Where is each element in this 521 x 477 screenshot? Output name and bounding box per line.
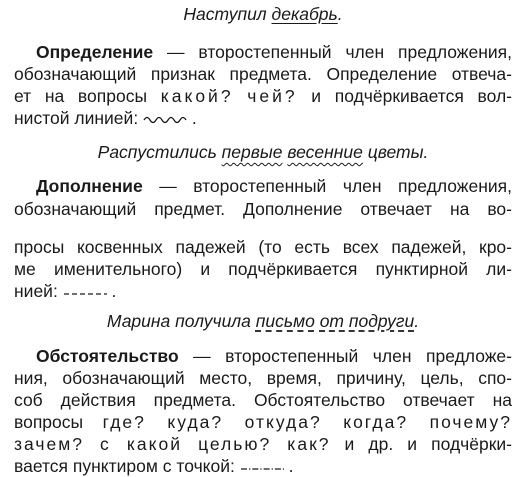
object-line-3 bbox=[14, 236, 512, 258]
object-line-5-a: нией: bbox=[14, 281, 63, 301]
definition-line-1-text: — второстепенный член предложения, bbox=[153, 42, 512, 62]
example-3-e: . bbox=[414, 311, 420, 331]
definition-question-2: чей? bbox=[247, 86, 298, 106]
definition-line-2 bbox=[14, 63, 512, 85]
wavy-line-sample bbox=[143, 113, 187, 125]
definition-line-2-text: обозначающий признак предмета. Определение отвеча- bbox=[14, 64, 512, 84]
definition-line-1 bbox=[36, 41, 512, 63]
object-line-3-text: просы косвенных падежей (то есть всех падежей, кро- bbox=[14, 237, 512, 257]
definition-line-3-a: ет на вопросы bbox=[14, 86, 161, 106]
adverbial-line-6-a: вается пунктиром с точкой: bbox=[14, 456, 240, 476]
adverbial-questions-1: где? куда? откуда? когда? почему? bbox=[102, 412, 512, 432]
adverbial-line-2-text: ния, обозначающий место, время, причину, цель, спо- bbox=[14, 368, 512, 388]
example-3-object-2: от подруги bbox=[319, 311, 415, 331]
dashed-line-sample bbox=[63, 286, 107, 298]
example-2-e: цветы. bbox=[362, 142, 429, 162]
definition-line-3-b: и подчёркивается вол- bbox=[297, 86, 512, 106]
adverbial-questions-2: зачем? с какой целью? как? bbox=[14, 434, 331, 454]
adverbial-line-6-b: . bbox=[288, 456, 294, 476]
object-line-4-text: ме именительного) и подчёркивается пунктирной ли- bbox=[14, 259, 512, 279]
definition-line-4-b: . bbox=[191, 108, 197, 128]
dash-dot-line-sample bbox=[240, 461, 284, 473]
example-1-part1: Наступил bbox=[183, 4, 272, 24]
example-sentence-1 bbox=[14, 3, 512, 25]
adverbial-line-4-a: вопросы bbox=[14, 412, 103, 432]
object-line-5 bbox=[14, 280, 512, 302]
adverbial-line-2 bbox=[14, 367, 512, 389]
adverbial-line-5-b: и др. и подчёрки- bbox=[330, 434, 512, 454]
example-2-attribute-2: весенние bbox=[287, 142, 363, 162]
adverbial-term: Обстоятельство bbox=[36, 346, 179, 366]
object-line-2 bbox=[14, 198, 512, 220]
object-line-2-text: обозначающий предмет. Дополнение отвечает на во- bbox=[14, 199, 512, 219]
adverbial-line-3-text: соб действия предмета. Обстоятельство отвечает на bbox=[14, 390, 512, 410]
adverbial-line-5 bbox=[14, 433, 512, 455]
object-line-5-b: . bbox=[111, 281, 117, 301]
definition-question-1: какой? bbox=[160, 86, 234, 106]
definition-line-3 bbox=[14, 85, 512, 107]
adverbial-line-4 bbox=[14, 411, 512, 433]
example-sentence-2 bbox=[14, 141, 512, 163]
example-1-period: . bbox=[337, 4, 343, 24]
definition-line-4 bbox=[14, 107, 512, 129]
adverbial-line-1-text: — второстепенный член предложе- bbox=[178, 346, 512, 366]
definition-line-4-a: нистой линией: bbox=[14, 108, 144, 128]
adverbial-line-6 bbox=[14, 455, 512, 477]
object-line-4 bbox=[14, 258, 512, 280]
example-3-object-1: письмо bbox=[255, 311, 315, 331]
object-line-1-text: — второстепенный член предложения, bbox=[142, 176, 512, 196]
example-1-subject: декабрь bbox=[271, 4, 338, 24]
example-sentence-3 bbox=[14, 310, 512, 332]
definition-term: Определение bbox=[36, 42, 154, 62]
object-term: Дополнение bbox=[36, 176, 143, 196]
example-2-a: Распустились bbox=[97, 142, 222, 162]
adverbial-line-3 bbox=[14, 389, 512, 411]
example-2-attribute-1: первые bbox=[221, 142, 283, 162]
example-3-a: Марина получила bbox=[106, 311, 256, 331]
adverbial-line-1 bbox=[36, 345, 512, 367]
object-line-1 bbox=[36, 175, 512, 197]
